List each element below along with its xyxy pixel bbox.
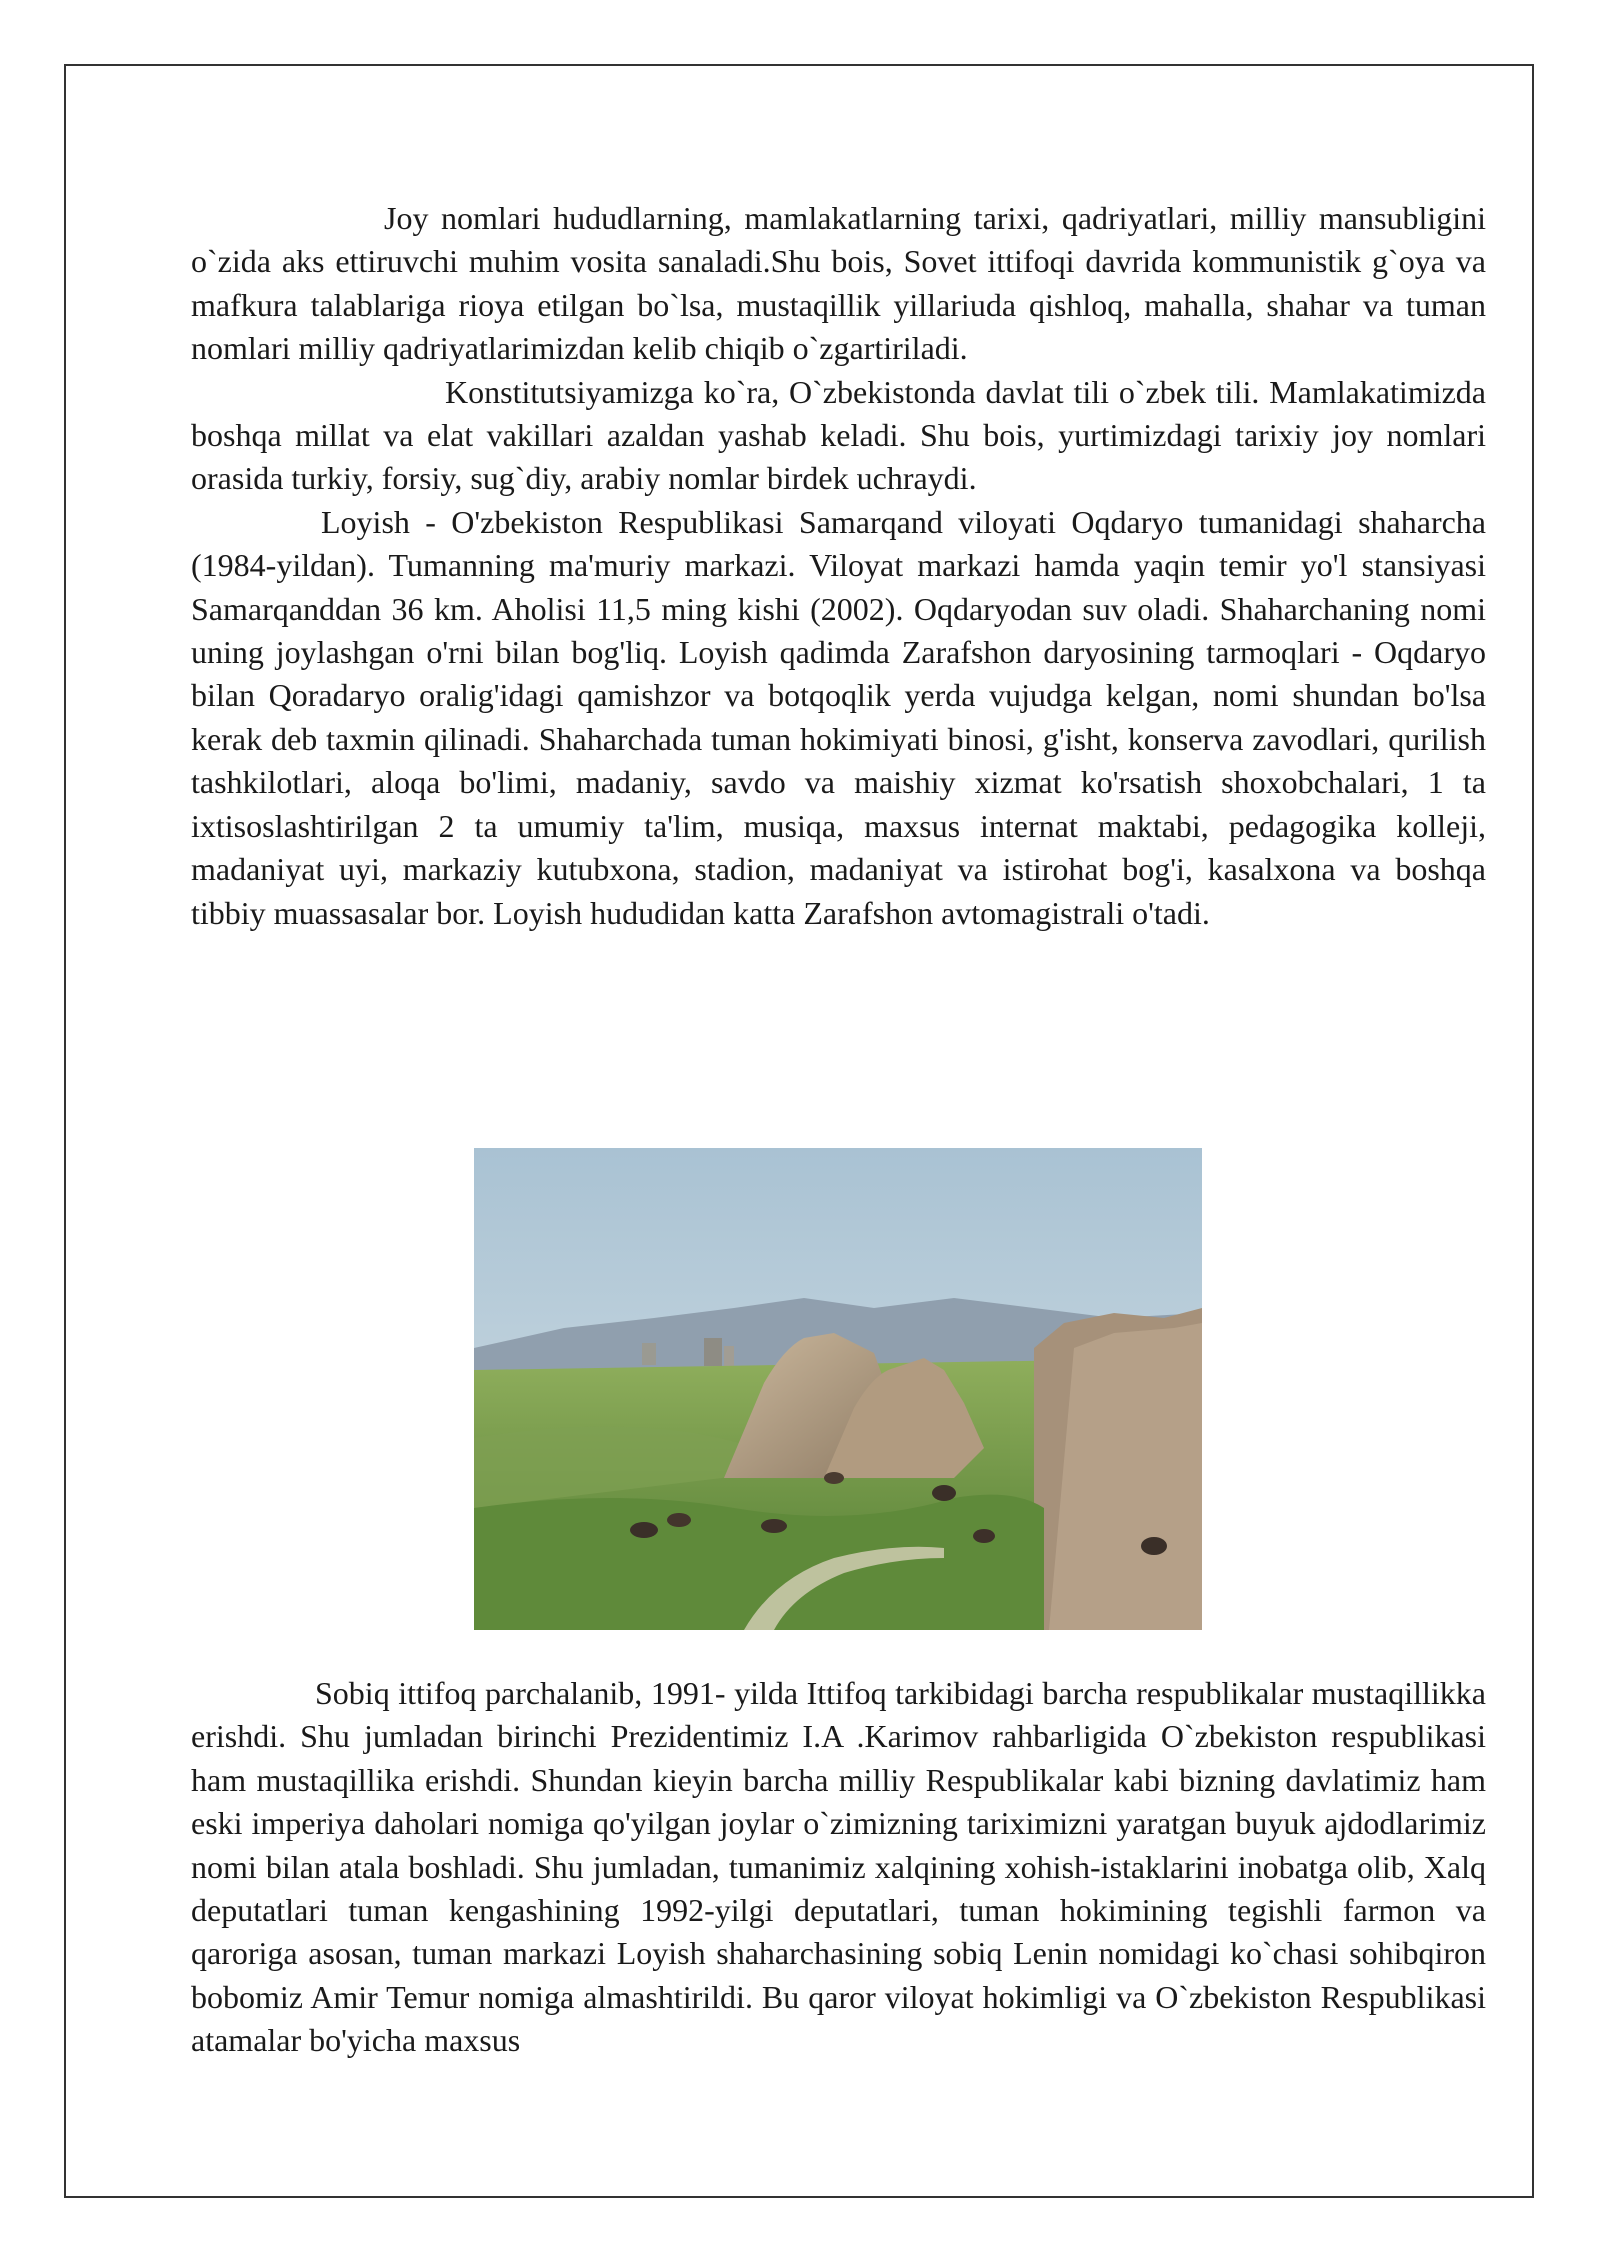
paragraph-constitution: Konstitutsiyamizga ko`ra, O`zbekistonda davlat tili o`zbek tili. Mamlakatimizda boshqa millat va elat vakillari azaldan yashab keladi. Shu bois, yurtimizdagi tarixiy joy nomlari orasida turkiy, forsiy, sug`diy, arabiy nomlar birdek uchraydi. — [191, 373, 1486, 497]
text-block-bottom — [191, 1672, 1486, 2063]
landscape-photo — [474, 1148, 1202, 1630]
paragraph-independence: Sobiq ittifoq parchalanib, 1991- yilda Ittifoq tarkibidagi barcha respublikalar mustaqillikka erishdi. Shu jumladan birinchi Prezidentimiz I.A .Karimov rahbarligida O`zbekiston respublikasi ham mustaqillika erishdi. Shundan kieyin barcha milliy Respublikalar kabi bizning davlatimiz ham eski imperiya daholari nomiga qo'yilgan joylar o`zimizning tariximizni yaratgan buyuk ajdodlarimiz nomi bilan atala boshladi. Shu jumladan, tumanimiz xalqining xohish-istaklarini inobatga olib, Xalq deputatlari tuman kengashining 1992-yilgi deputatlari, tuman hokimining tegishli farmon va qaroriga asosan, tuman markazi Loyish shaharchasining sobiq Lenin nomidagi ko`chasi sohibqiron bobomiz Amir Temur nomiga almashtirildi. Bu qaror viloyat hokimligi va O`zbekiston Respublikasi atamalar bo'yicha maxsus — [191, 1675, 1486, 2059]
paragraph-loyish: Loyish - O'zbekiston Respublikasi Samarqand viloyati Oqdaryo tumanidagi shaharcha (1984-yildan). Tumanning ma'muriy markazi. Viloyat markazi hamda yaqin temir yo'l stansiyasi Samarqanddan 36 km. Aholisi 11,5 ming kishi (2002). Oqdaryodan suv oladi. Shaharchaning nomi uning joylashgan o'rni bilan bog'liq. Loyish qadimda Zarafshon daryosining tarmoqlari - Oqdaryo bilan Qoradaryo oralig'idagi qamishzor va botqoqlik yerda vujudga kelgan, nomi shundan bo'lsa kerak deb taxmin qilinadi. Shaharchada tuman hokimiyati binosi, g'isht, konserva zavodlari, qurilish tashkilotlari, aloqa bo'limi, madaniy, savdo va maishiy xizmat ko'rsatish shoxobchalari, 1 ta ixtisoslashtirilgan 2 ta umumiy ta'lim, musiqa, maxsus internat maktabi, pedagogika kolleji, madaniyat uyi, markaziy kutubxona, stadion, madaniyat va istirohat bog'i, kasalxona va boshqa tibbiy muassasalar bor. Loyish hududidan katta Zarafshon avtomagistrali o'tadi. — [191, 503, 1486, 931]
text-block-top — [191, 197, 1486, 935]
paragraph-place-names: Joy nomlari hududlarning, mamlakatlarning tarixi, qadriyatlari, milliy mansubligini o`zida aks ettiruvchi muhim vosita sanaladi.Shu bois, Sovet ittifoqi davrida kommunistik g`oya va mafkura talablariga rioya etilgan bo`lsa, mustaqillik yillariuda qishloq, mahalla, shahar va tuman nomlari milliy qadriyatlarimizdan kelib chiqib o`zgartiriladi. — [191, 200, 1486, 367]
